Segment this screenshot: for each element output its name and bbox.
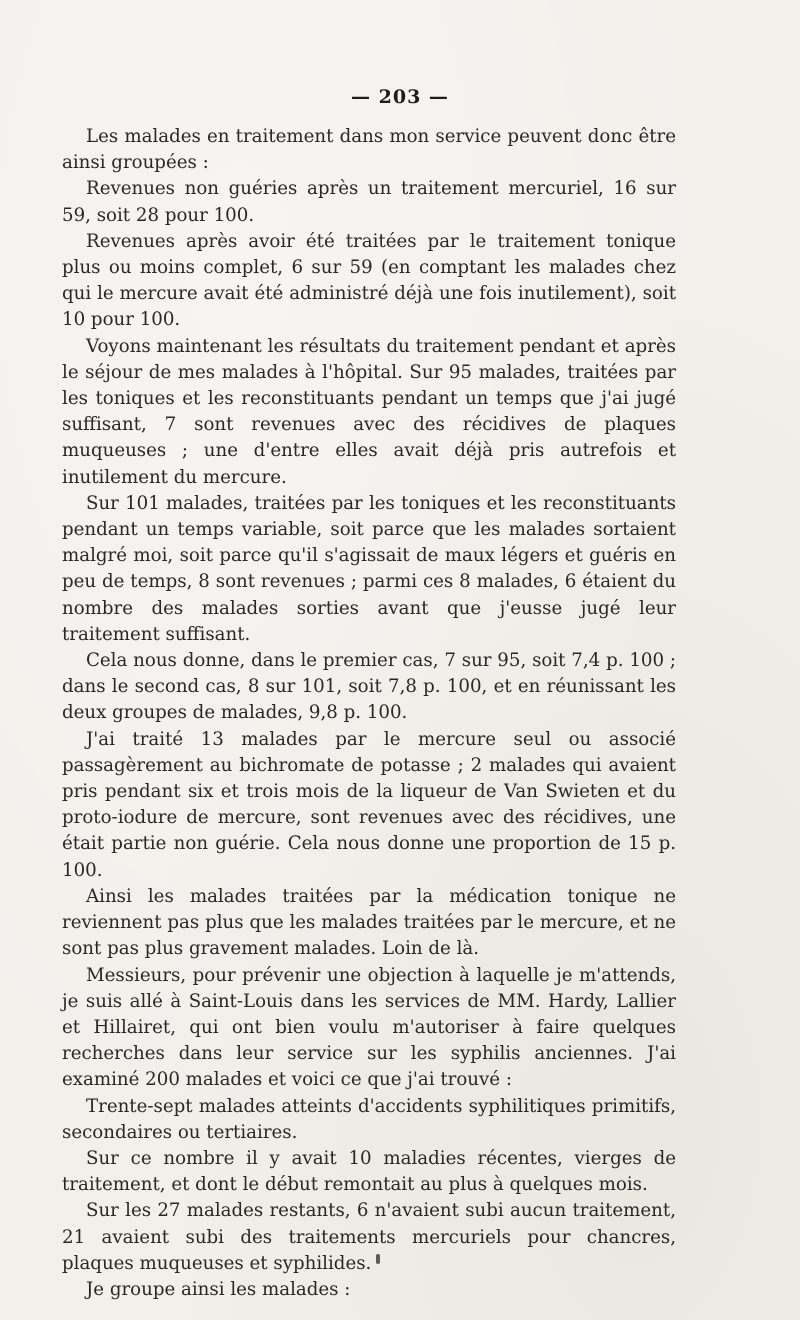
paragraph: Sur les 27 malades restants, 6 n'avaient subi aucun traitement, 21 avaient subi des traitements mercuriels pour chancres, plaques muqueuses et syphilides. (62, 1200, 676, 1274)
ink-speck (376, 1254, 380, 1264)
paragraph: Trente-sept malades atteints d'accidents syphilitiques primitifs, secondaires ou tertiaires. (62, 1095, 676, 1143)
paragraph: Revenues après avoir été traitées par le traitement tonique plus ou moins complet, 6 sur 59 (en comptant les malades chez qui le mercure avait été administré déjà une fois inutilement), soit 10 pour 100. (62, 230, 676, 331)
body-text (62, 124, 676, 1303)
paragraph: Cela nous donne, dans le premier cas, 7 sur 95, soit 7,4 p. 100 ; dans le second cas, 8 sur 101, soit 7,8 p. 100, et en réunissant les deux groupes de malades, 9,8 p. 100. (62, 650, 676, 724)
paragraph: Je groupe ainsi les malades : (86, 1278, 351, 1300)
paragraph: Les malades en traitement dans mon service peuvent donc être ainsi groupées : (62, 126, 676, 174)
paragraph: J'ai traité 13 malades par le mercure seul ou associé passagèrement au bichromate de potasse ; 2 malades qui avaient pris pendant six et trois mois de la liqueur de Van Swieten et du proto-iodure de mercure, sont revenues avec des récidives, une était partie non guérie. Cela nous donne une proportion de 15 p. 100. (62, 728, 676, 881)
paragraph: Voyons maintenant les résultats du traitement pendant et après le séjour de mes malades à l'hôpital. Sur 95 malades, traitées par les toniques et les reconstituants pendant un temps que j'ai jugé suffisant, 7 sont revenues avec des récidives de plaques muqueuses ; une d'entre elles avait déjà pris autrefois et inutilement du mercure. (62, 335, 676, 488)
page-number: — 203 — (351, 86, 449, 108)
paragraph: Sur ce nombre il y avait 10 maladies récentes, vierges de traitement, et dont le début remontait au plus à quelques mois. (62, 1147, 676, 1196)
paragraph: Ainsi les malades traitées par la médication tonique ne reviennent pas plus que les malades traitées par le mercure, et ne sont pas plus gravement malades. Loin de là. (62, 885, 676, 960)
paragraph: Messieurs, pour prévenir une objection à laquelle je m'attends, je suis allé à Saint-Louis dans les services de MM. Hardy, Lallier et Hillairet, qui ont bien voulu m'autoriser à faire quelques recherches dans leur service sur les syphilis anciennes. J'ai examiné 200 malades et voici ce que j'ai trouvé : (62, 964, 676, 1091)
paragraph: Sur 101 malades, traitées par les toniques et les reconstituants pendant un temps variable, soit parce que les malades sortaient malgré moi, soit parce qu'il s'agissait de maux légers et guéris en peu de temps, 8 sont revenues ; parmi ces 8 malades, 6 étaient du nombre des malades sorties avant que j'eusse jugé leur traitement suffisant. (62, 492, 676, 645)
paragraph: Revenues non guéries après un traitement mercuriel, 16 sur 59, soit 28 pour 100. (62, 178, 676, 226)
